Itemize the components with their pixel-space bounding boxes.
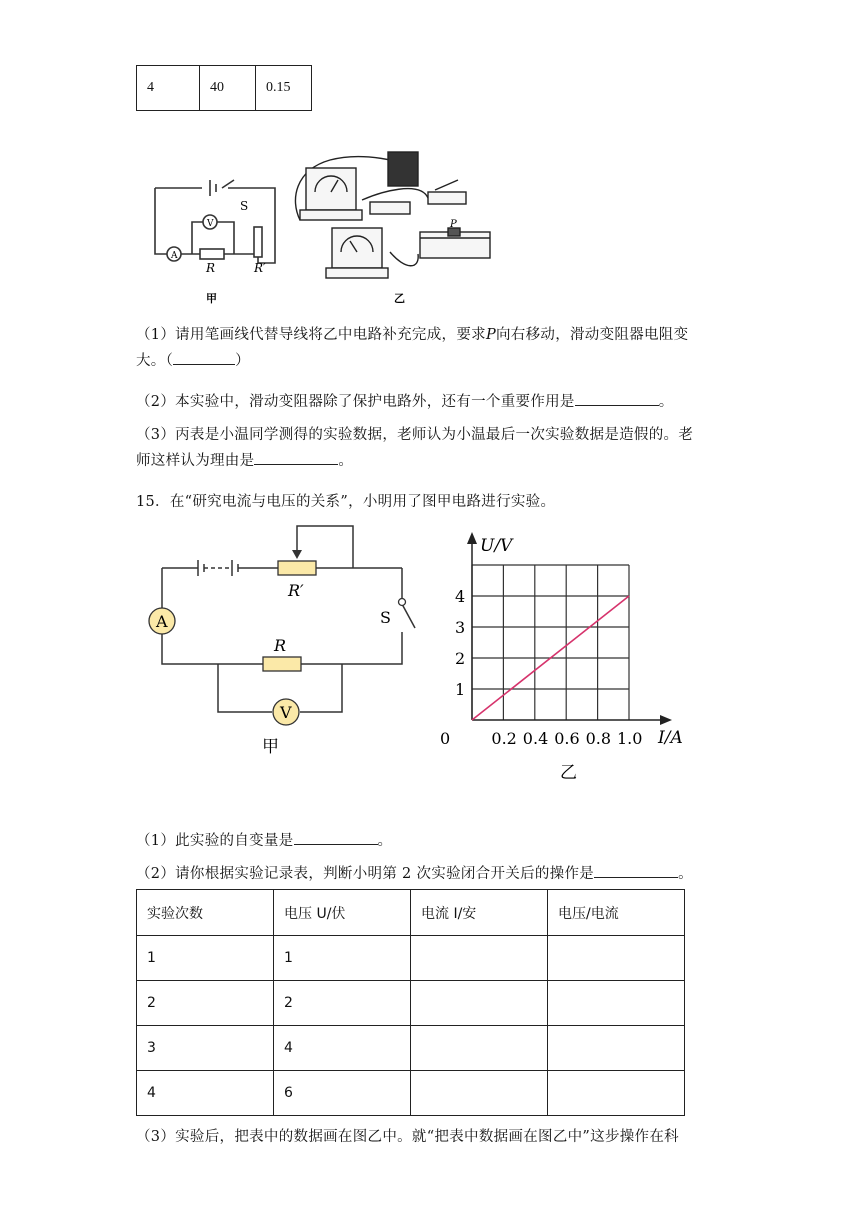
table-cell: 1 (137, 936, 274, 981)
rheostat-label: R′ (288, 581, 304, 600)
resistor-symbol (263, 657, 301, 671)
voltmeter-label: V (280, 703, 292, 722)
x-axis-arrow (660, 715, 672, 725)
y-axis-label: U/V (480, 536, 513, 556)
figure-label-right: 乙 (394, 292, 405, 305)
y-tick-label: 4 (455, 587, 466, 606)
switch-label: S (380, 608, 391, 627)
y-tick-label: 3 (455, 618, 466, 637)
table-cell-empty[interactable] (411, 1071, 548, 1116)
figure-apparatus (150, 140, 510, 310)
table-row (137, 1026, 685, 1071)
circuit-diagram (140, 520, 430, 760)
rheostat-symbol (278, 561, 316, 575)
chart-axes (467, 532, 672, 725)
y-tick-label: 1 (455, 680, 466, 699)
table-cell-empty[interactable] (411, 1026, 548, 1071)
chart-caption: 乙 (560, 763, 577, 783)
q14-part1: （1）请用笔画线代替导线将乙中电路补充完成，要求P向右移动，滑动变阻器电阻变 大。（ ） (136, 327, 689, 369)
chart-grid (472, 565, 629, 720)
x-tick-label: 0.2 (491, 729, 517, 748)
table-cell: 4 (137, 66, 200, 111)
x-tick-label: 1.0 (617, 729, 643, 748)
slider-label: P (450, 219, 457, 230)
q15-part3: （3）实验后，把表中的数据画在图乙中。就“把表中数据画在图乙中”这步操作在科 (136, 1129, 679, 1145)
switch-label: S (240, 199, 249, 213)
x-tick-label: 0.6 (554, 729, 580, 748)
table-cell: 2 (274, 981, 411, 1026)
y-axis-arrow (467, 532, 477, 544)
x-tick-label: 0.8 (585, 729, 612, 748)
u-i-chart (420, 525, 710, 785)
table-header-row (137, 890, 685, 936)
apparatus-drawing (295, 152, 490, 278)
x-tick-label: 0 (440, 729, 451, 748)
rheostat-label: R′ (254, 261, 266, 275)
table-cell: 0.15 (256, 66, 312, 111)
table-row (137, 981, 685, 1026)
x-axis-label: I/A (658, 728, 683, 748)
q15-part1: （1）此实验的自变量是 。 (136, 828, 726, 854)
ammeter-symbol: A (171, 251, 178, 261)
table-cell-empty[interactable] (411, 936, 548, 981)
q15-stem: 15．在“研究电流与电压的关系”，小明用了图甲电路进行实验。 (136, 494, 556, 510)
answer-blank[interactable] (294, 830, 378, 845)
q14-part3: （3）丙表是小温同学测得的实验数据，老师认为小温最后一次实验数据是造假的。老 师这样认为理由是 。 (136, 427, 694, 469)
table-cell: 6 (274, 1071, 411, 1116)
answer-blank[interactable] (173, 350, 235, 365)
table-cell: 3 (137, 1026, 274, 1071)
data-table-top (136, 65, 312, 111)
circuit-caption: 甲 (262, 737, 279, 757)
answer-blank[interactable] (594, 863, 678, 878)
table-cell: 2 (137, 981, 274, 1026)
y-tick-label: 2 (455, 649, 466, 668)
header-cell: 电流 I/安 (411, 890, 548, 936)
table-cell: 4 (274, 1026, 411, 1071)
table-cell-empty[interactable] (411, 981, 548, 1026)
q15-part2: （2）请你根据实验记录表，判断小明第 2 次实验闭合开关后的操作是 。 (136, 861, 736, 887)
q14-part2: （2）本实验中，滑动变阻器除了保护电路外，还有一个重要作用是 。 (136, 389, 726, 415)
ammeter-label: A (156, 612, 168, 631)
table-cell: 40 (200, 66, 256, 111)
record-table (136, 889, 685, 1116)
table-cell-empty[interactable] (548, 1026, 685, 1071)
table-cell: 4 (137, 1071, 274, 1116)
answer-blank[interactable] (575, 391, 659, 406)
table-cell-empty[interactable] (548, 936, 685, 981)
header-cell: 电压/电流 (548, 890, 685, 936)
x-tick-label: 0.4 (522, 729, 549, 748)
table-cell-empty[interactable] (548, 1071, 685, 1116)
voltmeter-symbol: V (207, 219, 214, 229)
header-cell: 电压 U/伏 (274, 890, 411, 936)
figure-label-left: 甲 (206, 292, 217, 305)
answer-blank[interactable] (254, 450, 338, 465)
resistor-label: R (206, 261, 216, 275)
table-cell: 1 (274, 936, 411, 981)
table-cell-empty[interactable] (548, 981, 685, 1026)
table-row (137, 936, 685, 981)
header-cell: 实验次数 (137, 890, 274, 936)
resistor-label: R (274, 636, 287, 655)
table-row (137, 1071, 685, 1116)
